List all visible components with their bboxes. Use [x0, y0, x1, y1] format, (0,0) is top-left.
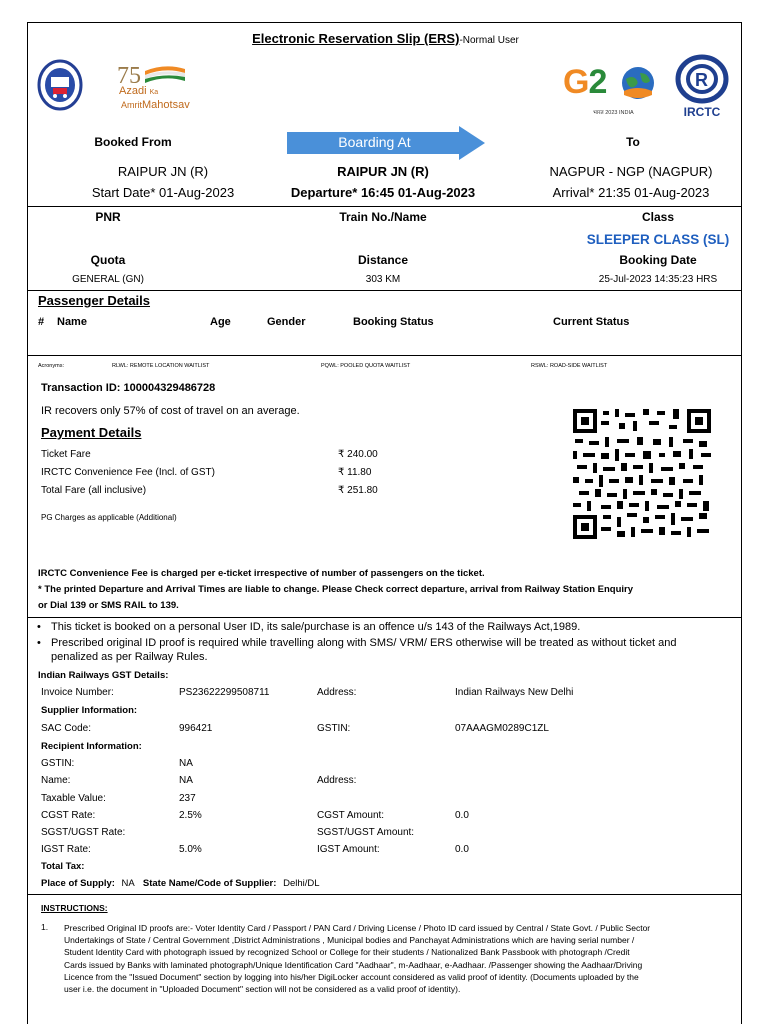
cgst-amount-label: CGST Amount:	[317, 810, 385, 821]
col-booking-status: Booking Status	[353, 316, 434, 328]
class-value: SLEEPER CLASS (SL)	[586, 232, 730, 247]
total-fare-value: ₹ 251.80	[338, 485, 378, 496]
cgst-rate-label: CGST Rate:	[41, 810, 96, 821]
convenience-fee-note: IRCTC Convenience Fee is charged per e-ticket irrespective of number of passengers on the ticket.	[38, 568, 485, 579]
divider	[28, 355, 741, 356]
instruction-line: Student Identity Card with photograph issued by recognized School or College for their students / Nationalized Bank Passbook with photograph /Credit	[64, 947, 630, 958]
time-change-note-line2: or Dial 139 or SMS RAIL to 139.	[38, 600, 179, 611]
svg-text:R: R	[695, 70, 708, 90]
from-station: RAIPUR JN (R)	[117, 164, 209, 179]
sgst-amount-label: SGST/UGST Amount:	[317, 827, 415, 838]
booked-from-label: Booked From	[94, 135, 172, 149]
invoice-label: Invoice Number:	[41, 687, 114, 698]
ir-recovery-note: IR recovers only 57% of cost of travel on an average.	[41, 405, 300, 417]
col-gender: Gender	[267, 316, 306, 328]
place-of-supply-value: NA	[121, 878, 135, 889]
document-title	[28, 31, 743, 46]
gstin-value: 07AAAGM0289C1ZL	[455, 723, 549, 734]
bullet-text: • This ticket is booked on a personal User ID, its sale/purchase is an offence u/s 143 of the Railways Act,1989.	[51, 621, 581, 633]
state-name-value: Delhi/DL	[283, 878, 320, 889]
g20-logo	[563, 63, 663, 123]
to-label: To	[626, 135, 640, 149]
sgst-rate-label: SGST/UGST Rate:	[41, 827, 126, 838]
booking-date-value: 25-Jul-2023 14:35:23 HRS	[598, 274, 718, 285]
class-label: Class	[641, 210, 675, 224]
bullet-personal-user-id	[38, 620, 738, 634]
g20-subtext: भारत 2023 INDIA	[593, 110, 634, 116]
boarding-station: RAIPUR JN (R)	[337, 164, 429, 179]
booking-date-label: Booking Date	[619, 253, 697, 267]
col-name: Name	[57, 316, 87, 328]
invoice-value: PS23622299508711	[179, 687, 270, 698]
taxable-value: 237	[179, 793, 196, 804]
ers-document	[27, 22, 742, 1024]
acronym-rlwl: RLWL: REMOTE LOCATION WAITLIST	[112, 363, 210, 369]
recipient-name-label: Name:	[41, 775, 71, 786]
igst-rate-label: IGST Rate:	[41, 844, 91, 855]
instruction-line: Cards issued by Banks with laminated photograph/Unique Identification Card "Aadhaar", m-Aadhaar, e-Aadhaar. /Passenger showing the Aadhaar/Driving	[64, 959, 643, 970]
boarding-at-label: Boarding At	[338, 134, 411, 150]
instruction-number: 1.	[41, 922, 49, 932]
convenience-fee-label: IRCTC Convenience Fee (Incl. of GST)	[41, 467, 215, 478]
distance-label: Distance	[357, 253, 409, 267]
indian-railways-logo	[37, 59, 83, 111]
globe-icon	[620, 65, 656, 101]
transaction-id: Transaction ID: 100004329486728	[41, 382, 216, 394]
pg-charges-note: PG Charges as applicable (Additional)	[41, 513, 177, 522]
acronyms-label: Acronyms:	[38, 363, 64, 369]
irctc-emblem-icon	[674, 53, 730, 105]
cgst-rate-value: 2.5%	[179, 810, 202, 821]
acronym-rswl: RSWL: ROAD-SIDE WAITLIST	[531, 363, 608, 369]
time-change-note-line1: * The printed Departure and Arrival Times are liable to change. Please Check correct departure, arrival from Railway Station Enquiry	[38, 584, 634, 595]
divider	[28, 206, 741, 207]
address-value: Indian Railways New Delhi	[455, 687, 574, 698]
recipient-heading: Recipient Information:	[41, 741, 142, 752]
sac-code-value: 996421	[179, 723, 213, 734]
total-tax-label: Total Tax:	[41, 861, 85, 872]
bullet-text: • Prescribed original ID proof is required while travelling along with SMS/ VRM/ ERS otherwise will be treated as without ticket and	[51, 637, 677, 649]
quota-value: GENERAL (GN)	[72, 274, 144, 285]
quota-label: Quota	[90, 253, 126, 267]
acronym-pqwl: PQWL: POOLED QUOTA WAITLIST	[321, 363, 411, 369]
supplier-heading: Supplier Information:	[41, 705, 138, 716]
address-label: Address:	[317, 687, 357, 698]
ticket-fare-label: Ticket Fare	[41, 449, 91, 460]
to-station: NAGPUR - NGP (NAGPUR)	[549, 164, 713, 179]
bullet-id-proof	[38, 636, 738, 650]
gstin-label: GSTIN:	[317, 723, 351, 734]
qr-code-icon	[573, 409, 711, 539]
departure-time: Departure* 16:45 01-Aug-2023	[290, 185, 476, 200]
azadi-word: Azadi	[119, 85, 147, 97]
title-subtitle: -Normal User	[459, 35, 519, 46]
col-number: #	[38, 316, 45, 328]
amrit-word: Amrit	[121, 100, 142, 110]
distance-value: 303 KM	[365, 274, 401, 285]
state-name-label: State Name/Code of Supplier:	[142, 878, 277, 889]
taxable-value-label: Taxable Value:	[41, 793, 106, 804]
col-age: Age	[210, 316, 231, 328]
ka-word: Ka	[149, 89, 159, 96]
irctc-text: IRCTC	[683, 105, 721, 119]
svg-text:75: 75	[117, 63, 141, 87]
igst-amount-value: 0.0	[455, 844, 469, 855]
instruction-line: Undertakings of State / Central Government ,District Administrations , Municipal bodies and Panchayat Administrations which are having serial number /	[64, 935, 635, 946]
instruction-line: Licence from the "Issued Document" section by logging into his/her DigiLocker account considered as valid proof of identity. (Documents uploaded by the	[64, 971, 639, 982]
total-fare-label: Total Fare (all inclusive)	[41, 485, 147, 496]
place-of-supply-label: Place of Supply:	[41, 878, 115, 889]
azadi-text	[119, 85, 158, 97]
start-date: Start Date* 01-Aug-2023	[91, 185, 235, 200]
convenience-fee-value: ₹ 11.80	[338, 467, 372, 478]
instruction-line: Prescribed Original ID proofs are:- Voter Identity Card / Passport / PAN Card / Driving License / Photo ID card issued by Central / State Govt. / Public Sector	[64, 923, 651, 933]
instructions-heading: INSTRUCTIONS:	[41, 903, 108, 913]
recipient-gstin-label: GSTIN:	[41, 758, 75, 769]
instruction-line: user i.e. the document in "Uploaded Document" section will not be considered as a valid proof of identity).	[64, 984, 461, 995]
g20-text: G2	[563, 63, 607, 101]
recipient-gstin-value: NA	[179, 758, 193, 769]
instruction-text	[64, 922, 739, 995]
gst-heading: Indian Railways GST Details:	[38, 670, 169, 681]
igst-amount-label: IGST Amount:	[317, 844, 380, 855]
sac-code-label: SAC Code:	[41, 723, 92, 734]
divider	[28, 290, 741, 291]
azadi-ka-amrit-mahotsav-logo	[113, 61, 203, 115]
passenger-details-heading: Passenger Details	[38, 293, 151, 308]
title-text: Electronic Reservation Slip (ERS)	[252, 31, 460, 46]
irctc-logo	[670, 53, 734, 123]
recipient-name-value: NA	[179, 775, 193, 786]
ticket-fare-value: ₹ 240.00	[338, 449, 378, 460]
igst-rate-value: 5.0%	[179, 844, 202, 855]
payment-details-heading: Payment Details	[41, 425, 142, 440]
col-current-status: Current Status	[553, 316, 630, 328]
mahotsav-word: Mahotsav	[142, 99, 190, 111]
pnr-label: PNR	[95, 210, 121, 224]
cgst-amount-value: 0.0	[455, 810, 469, 821]
train-label: Train No./Name	[339, 210, 427, 224]
arrival-time: Arrival* 21:35 01-Aug-2023	[552, 185, 710, 200]
amrit-text	[121, 99, 190, 111]
seventy-five-icon	[117, 61, 187, 87]
bullet-id-proof-cont: penalized as per Railway Rules.	[51, 651, 208, 663]
place-of-supply	[41, 878, 320, 889]
divider	[28, 617, 741, 618]
recipient-address-label: Address:	[317, 775, 357, 786]
divider	[28, 894, 741, 895]
